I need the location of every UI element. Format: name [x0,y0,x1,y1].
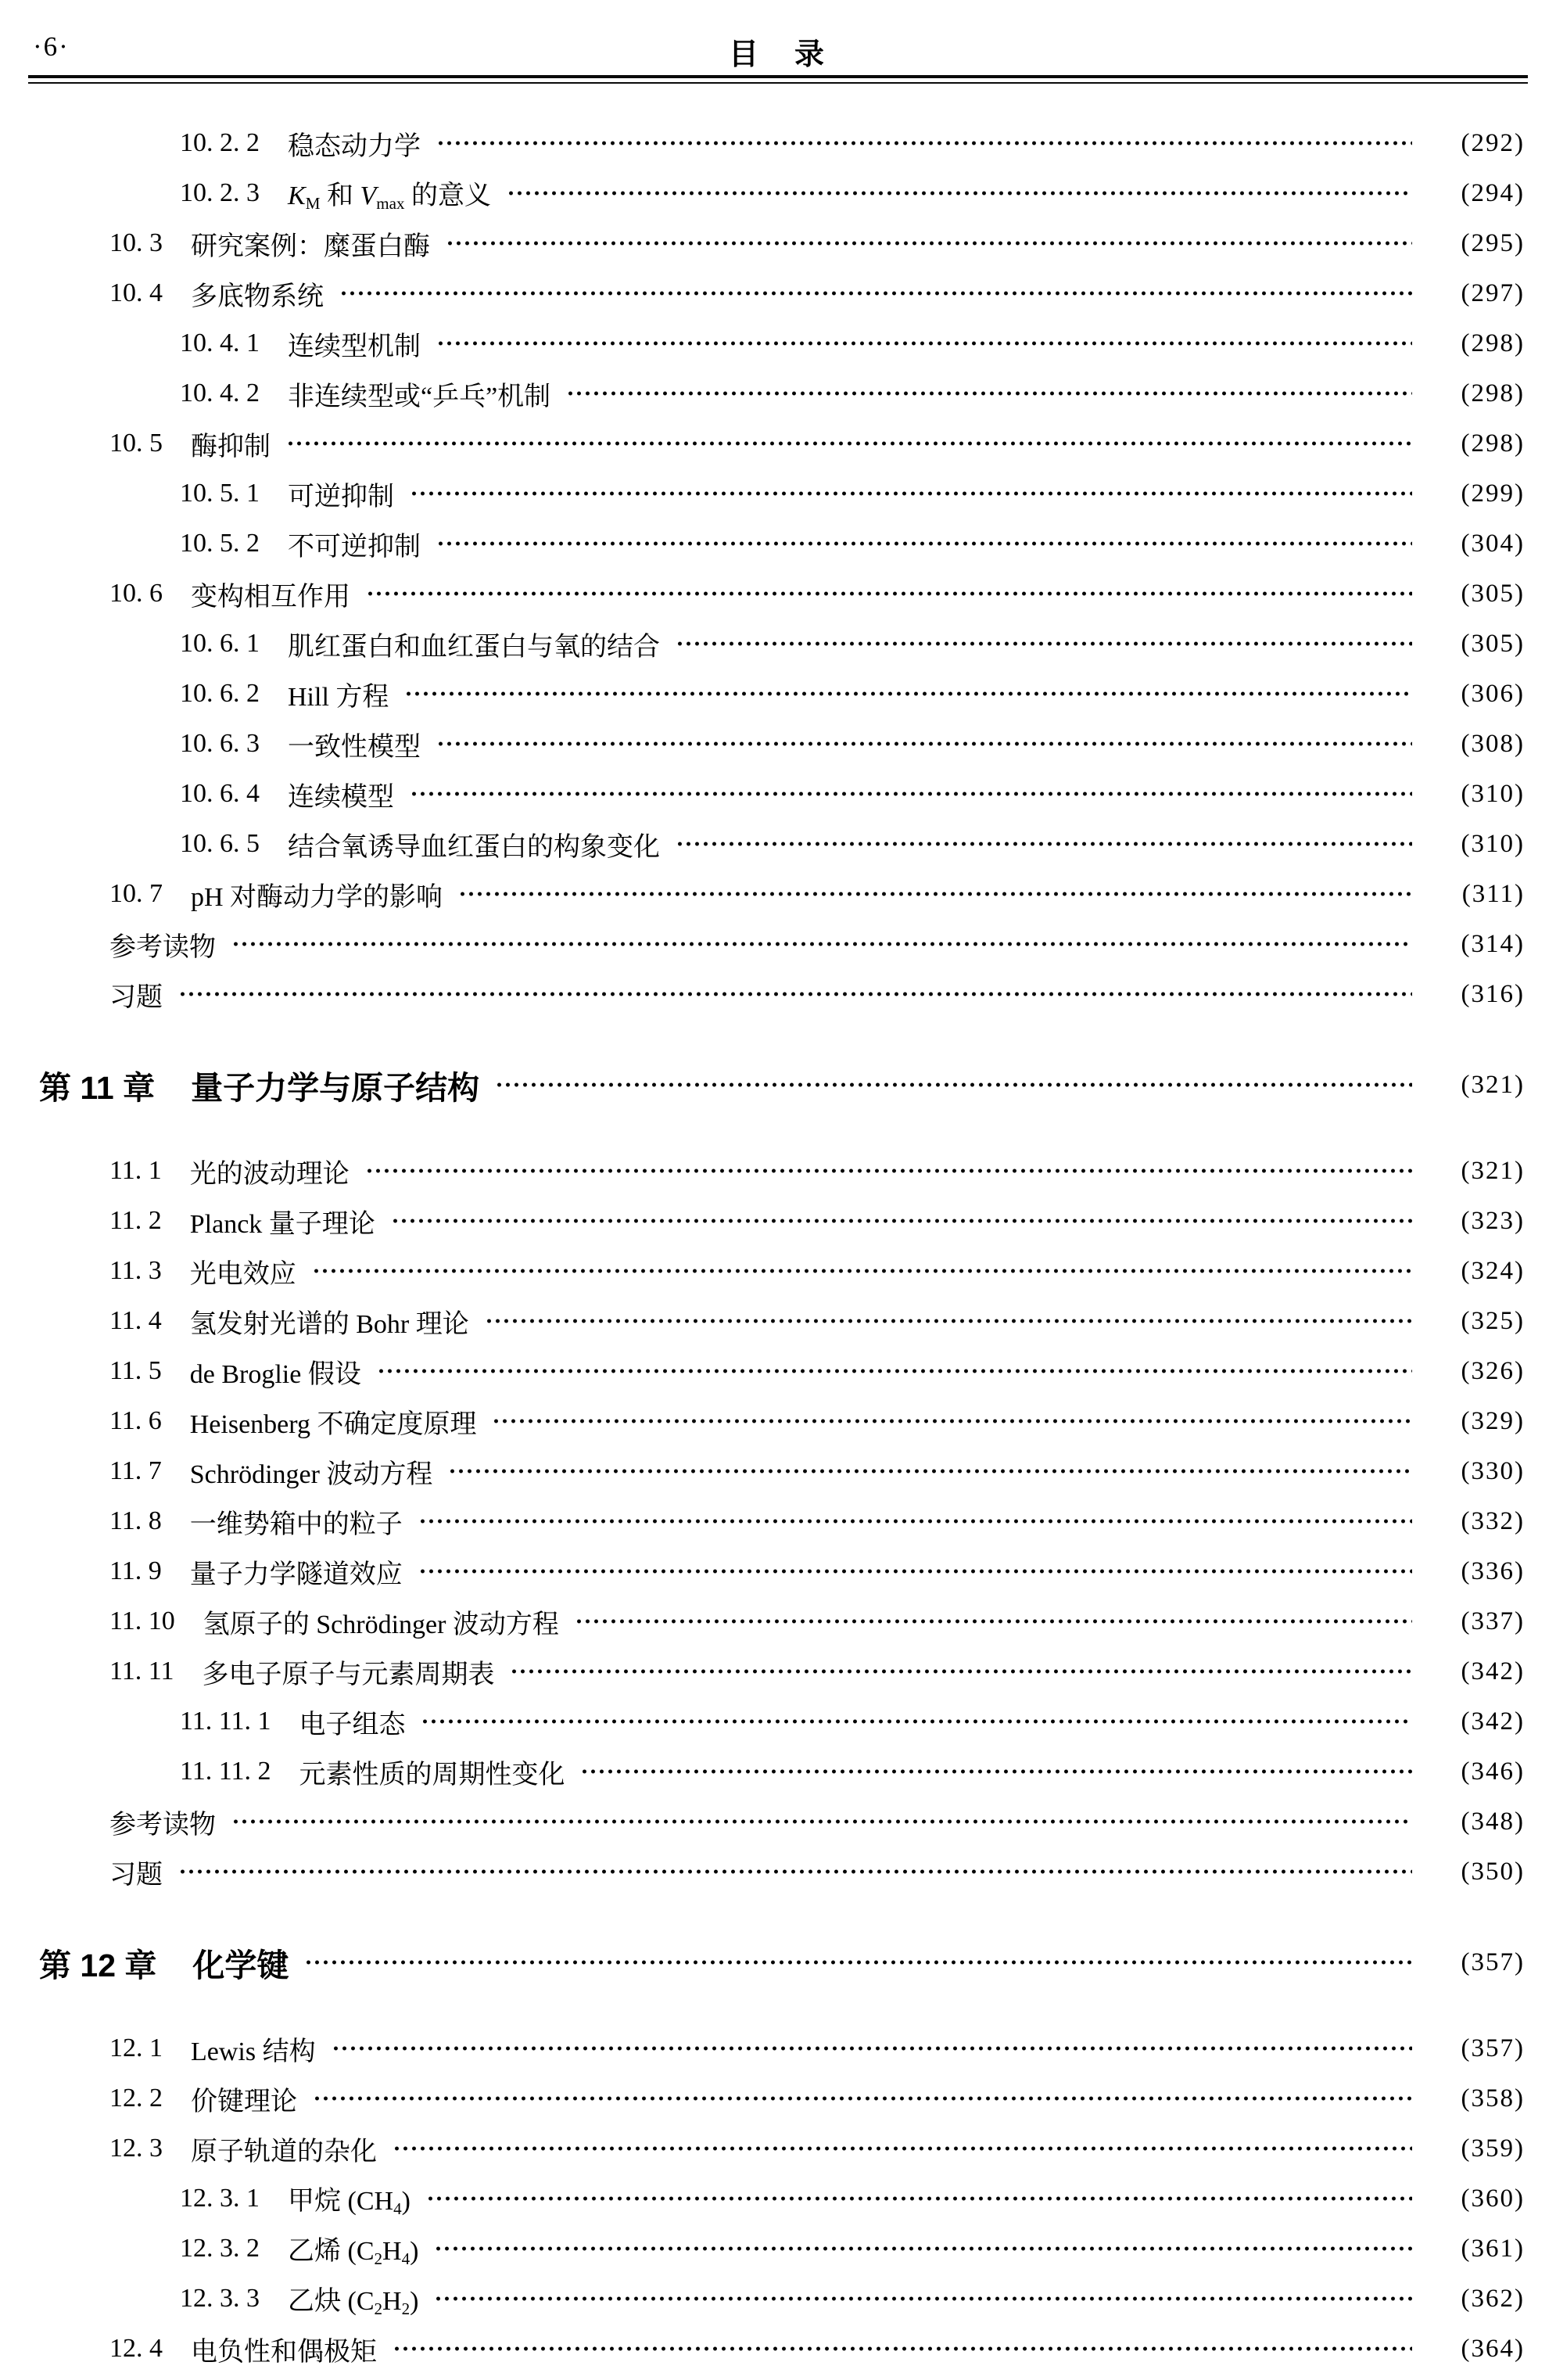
entry-number: 10. 6. 1 [180,629,260,658]
dot-leader [674,830,1412,858]
entry-title: pH 对酶动力学的影响 [191,882,443,912]
toc-entry-row [0,719,1556,769]
entry-page-number: (364) [1461,2334,1525,2363]
entry-number: 10. 5. 2 [180,529,260,558]
entry-number: 11. 11 [109,1657,174,1685]
dot-leader [338,279,1412,307]
toc-entry-row [0,1797,1556,1847]
entry-title: 多电子原子与元素周期表 [202,1660,495,1689]
entry-page-number: (357) [1461,1947,1525,1976]
title-text: 甲烷 (CH [288,2186,394,2216]
entry-number: 11. 4 [109,1306,162,1335]
dot-leader [444,229,1412,257]
entry-number: 11. 3 [109,1256,162,1285]
entry-title: Schrödinger 波动方程 [189,1459,433,1489]
dot-leader [573,1607,1412,1635]
page-title: 目 录 [728,38,827,71]
entry-title: 连续模型 [288,782,394,812]
dot-leader [391,2335,1412,2363]
entry-number: 10. 5 [109,429,163,458]
entry-page-number: (357) [1461,2034,1525,2062]
dot-leader [483,1307,1412,1335]
dot-leader [403,680,1412,708]
entry-page-number: (358) [1461,2084,1525,2113]
toc-entry-row [0,1146,1556,1196]
toc-entry-row [0,1596,1556,1646]
dot-leader [230,1807,1412,1836]
toc-entry-row [0,1546,1556,1596]
dot-leader [565,379,1412,407]
entry-number: 11. 9 [109,1556,162,1585]
entry-title [288,174,491,214]
entry-page-number: (324) [1461,1256,1525,1285]
entry-page-number: (305) [1461,629,1525,658]
toc-entry-row [0,468,1556,519]
dot-leader [419,1707,1412,1736]
entry-title: 习题 [109,1860,163,1890]
entry-title: 一致性模型 [288,732,421,762]
toc-entry-row [0,2274,1556,2324]
toc-chapter-row [0,1055,1556,1115]
formula-subscript: 2 [374,2249,383,2268]
entry-number: 10. 2. 3 [180,178,260,207]
entry-page-number: (330) [1461,1456,1525,1485]
entry-page-number: (294) [1461,178,1525,207]
dot-leader [230,930,1412,958]
entry-title: 原子轨道的杂化 [191,2137,377,2166]
entry-page-number: (362) [1461,2284,1525,2313]
entry-page-number: (342) [1461,1657,1525,1685]
dot-leader [490,1407,1412,1435]
dot-leader [364,1157,1412,1185]
title-text: 乙烯 (C [288,2236,375,2266]
entry-number: 11. 11. 2 [180,1757,271,1786]
entry-title: Heisenberg 不确定度原理 [189,1409,477,1439]
toc-entry-row [0,1346,1556,1396]
title-text: K [288,181,306,210]
toc-entry-row [0,268,1556,318]
entry-title: Lewis 结构 [191,2037,316,2066]
dot-leader [310,1257,1412,1285]
entry-page-number: (329) [1461,1406,1525,1435]
toc-entry-row [0,118,1556,168]
entry-page-number: (325) [1461,1306,1525,1335]
dot-leader [417,1557,1412,1585]
toc-entry-row [0,168,1556,218]
entry-title: 可逆抑制 [288,482,394,512]
entry-title: 稳态动力学 [288,131,421,161]
entry-number: 12. 4 [109,2334,163,2363]
formula-subscript: 2 [401,2299,411,2318]
toc-entry-row [0,769,1556,819]
entry-page-number: (308) [1461,729,1525,758]
entry-number: 11. 6 [109,1406,162,1435]
dot-leader [435,730,1412,758]
entry-title [288,2179,411,2219]
entry-number: 第 11 章 [39,1069,156,1106]
entry-page-number: (346) [1461,1757,1525,1786]
toc-entry-row [0,869,1556,919]
dot-leader [505,179,1412,207]
toc-entry-row [0,2123,1556,2174]
title-text: ) [401,2186,411,2216]
entry-number: 12. 2 [109,2084,163,2113]
entry-page-number: (311) [1461,879,1525,908]
entry-number: 11. 7 [109,1456,162,1485]
toc-entry-row [0,1696,1556,1746]
entry-page-number: (304) [1461,529,1525,558]
entry-title: de Broglie 假设 [189,1359,361,1389]
entry-number: 12. 3. 3 [180,2284,260,2313]
formula-subscript: 4 [401,2249,411,2268]
title-text: ) [410,2286,419,2316]
dot-leader [457,880,1412,908]
dot-leader [435,529,1412,558]
entry-title: 光的波动理论 [189,1159,350,1189]
dot-leader [674,630,1412,658]
entry-page-number: (314) [1461,929,1525,958]
dot-leader [408,479,1412,508]
dot-leader [579,1757,1412,1786]
formula-subscript: 2 [374,2299,383,2318]
entry-title: 连续型机制 [288,332,421,361]
entry-page-number: (323) [1461,1206,1525,1235]
toc-entry-row [0,1646,1556,1696]
entry-title: 习题 [109,982,163,1012]
dot-leader [303,1948,1412,1976]
entry-title: 酶抑制 [191,432,271,461]
entry-number: 10. 6 [109,579,163,608]
entry-page-number: (326) [1461,1356,1525,1385]
toc-entry-row [0,1396,1556,1446]
dot-leader [417,1507,1412,1535]
toc-entry-row [0,619,1556,669]
entry-page-number: (350) [1461,1857,1525,1886]
dot-leader [311,2084,1412,2113]
entry-number: 12. 3. 1 [180,2184,260,2213]
toc-list [0,84,1556,2374]
entry-page-number: (321) [1461,1156,1525,1185]
dot-leader [435,329,1412,357]
entry-page-number: (310) [1461,829,1525,858]
entry-number: 12. 3 [109,2134,163,2163]
toc-entry-row [0,418,1556,468]
dot-leader [285,429,1412,458]
formula-subscript: 4 [393,2199,402,2218]
entry-page-number: (361) [1461,2234,1525,2263]
toc-entry-row [0,218,1556,268]
entry-page-number: (342) [1461,1707,1525,1736]
entry-title: 非连续型或“乒乓”机制 [288,382,551,411]
entry-number: 11. 2 [109,1206,162,1235]
entry-title: 元素性质的周期性变化 [299,1760,565,1789]
entry-page-number: (316) [1461,979,1525,1008]
entry-number: 10. 2. 2 [180,128,260,157]
toc-entry-row [0,1746,1556,1797]
toc-entry-row [0,318,1556,368]
entry-title: 电负性和偶极矩 [191,2337,377,2367]
entry-number: 12. 3. 2 [180,2234,260,2263]
entry-number: 10. 3 [109,228,163,257]
toc-entry-row [0,2073,1556,2123]
entry-title: 参考读物 [109,932,216,962]
entry-page-number: (360) [1461,2184,1525,2213]
entry-page-number: (321) [1461,1070,1525,1099]
dot-leader [177,1858,1412,1886]
toc-entry-row [0,519,1556,569]
dot-leader [408,780,1412,808]
entry-number: 11. 5 [109,1356,162,1385]
toc-entry-row [0,1847,1556,1897]
entry-title: 研究案例：糜蛋白酶 [191,232,430,261]
toc-entry-row [0,1246,1556,1296]
toc-entry-row [0,569,1556,619]
entry-page-number: (299) [1461,479,1525,508]
dot-leader [432,2235,1412,2263]
toc-entry-row [0,2023,1556,2073]
dot-leader [391,2134,1412,2163]
entry-title: 电子组态 [299,1710,406,1739]
toc-entry-row [0,2174,1556,2224]
toc-entry-row [0,819,1556,869]
entry-title: Planck 量子理论 [189,1209,375,1239]
formula-subscript: max [376,193,405,213]
entry-title: 多底物系统 [191,282,324,311]
dot-leader [425,2184,1412,2213]
title-text: V [360,181,377,210]
entry-title: 一维势箱中的粒子 [189,1509,403,1539]
title-text: ) [410,2236,419,2266]
entry-title: 氢原子的 Schrödinger 波动方程 [203,1610,559,1639]
entry-number: 10. 4. 1 [180,328,260,357]
toc-entry-row [0,669,1556,719]
entry-number: 第 12 章 [39,1947,157,1983]
running-folio: ·6· [33,31,70,62]
toc-entry-row [0,2324,1556,2374]
dot-leader [375,1357,1412,1385]
dot-leader [446,1457,1412,1485]
entry-page-number: (305) [1461,579,1525,608]
entry-number: 11. 11. 1 [180,1707,271,1736]
entry-number: 12. 1 [109,2034,163,2062]
page-header [0,0,1556,75]
entry-number: 10. 7 [109,879,163,908]
toc-entry-row [0,969,1556,1019]
dot-leader [389,1207,1412,1235]
entry-number: 10. 6. 3 [180,729,260,758]
entry-page-number: (292) [1461,128,1525,157]
dot-leader [364,580,1412,608]
entry-page-number: (298) [1461,328,1525,357]
entry-title: 氢发射光谱的 Bohr 理论 [189,1309,469,1339]
header-double-rule [28,75,1528,84]
entry-title: Hill 方程 [288,682,389,712]
entry-number: 11. 1 [109,1156,162,1185]
dot-leader [435,129,1412,157]
toc-entry-row [0,2224,1556,2274]
entry-page-number: (337) [1461,1606,1525,1635]
entry-title [288,2279,418,2319]
entry-title: 不可逆抑制 [288,532,421,562]
entry-title: 参考读物 [109,1810,216,1840]
entry-page-number: (298) [1461,429,1525,458]
entry-number: 11. 8 [109,1506,162,1535]
entry-number: 10. 4 [109,278,163,307]
entry-number: 11. 10 [109,1606,175,1635]
toc-entry-row [0,1496,1556,1546]
toc-entry-row [0,919,1556,969]
entry-page-number: (306) [1461,679,1525,708]
title-text: 乙炔 (C [288,2286,375,2316]
title-text: H [382,2236,402,2266]
entry-page-number: (298) [1461,379,1525,407]
toc-entry-row [0,1196,1556,1246]
entry-title: 化学键 [192,1947,289,1983]
entry-number: 10. 5. 1 [180,479,260,508]
entry-title [288,2229,418,2269]
entry-title: 变构相互作用 [191,582,350,612]
entry-title: 价键理论 [191,2087,297,2116]
toc-entry-row [0,1446,1556,1496]
dot-leader [177,980,1412,1008]
dot-leader [508,1657,1412,1685]
entry-page-number: (348) [1461,1807,1525,1836]
entry-page-number: (336) [1461,1556,1525,1585]
entry-title: 光电效应 [189,1259,296,1289]
entry-number: 10. 4. 2 [180,379,260,407]
entry-page-number: (310) [1461,779,1525,808]
title-text: H [382,2286,402,2316]
entry-page-number: (297) [1461,278,1525,307]
entry-title: 结合氧诱导血红蛋白的构象变化 [288,832,660,862]
toc-entry-row [0,1296,1556,1346]
title-text: 和 [320,181,360,210]
formula-subscript: M [305,193,321,213]
entry-title: 肌红蛋白和血红蛋白与氧的结合 [288,632,660,662]
title-text: 的意义 [404,181,492,210]
toc-entry-row [0,368,1556,418]
entry-title: 量子力学隧道效应 [189,1560,403,1589]
entry-title: 量子力学与原子结构 [191,1069,480,1106]
entry-page-number: (332) [1461,1506,1525,1535]
dot-leader [432,2285,1412,2313]
entry-page-number: (359) [1461,2134,1525,2163]
dot-leader [330,2034,1412,2062]
entry-number: 10. 6. 5 [180,829,260,858]
entry-page-number: (295) [1461,228,1525,257]
entry-number: 10. 6. 2 [180,679,260,708]
dot-leader [493,1071,1412,1099]
entry-number: 10. 6. 4 [180,779,260,808]
toc-chapter-row [0,1933,1556,1992]
